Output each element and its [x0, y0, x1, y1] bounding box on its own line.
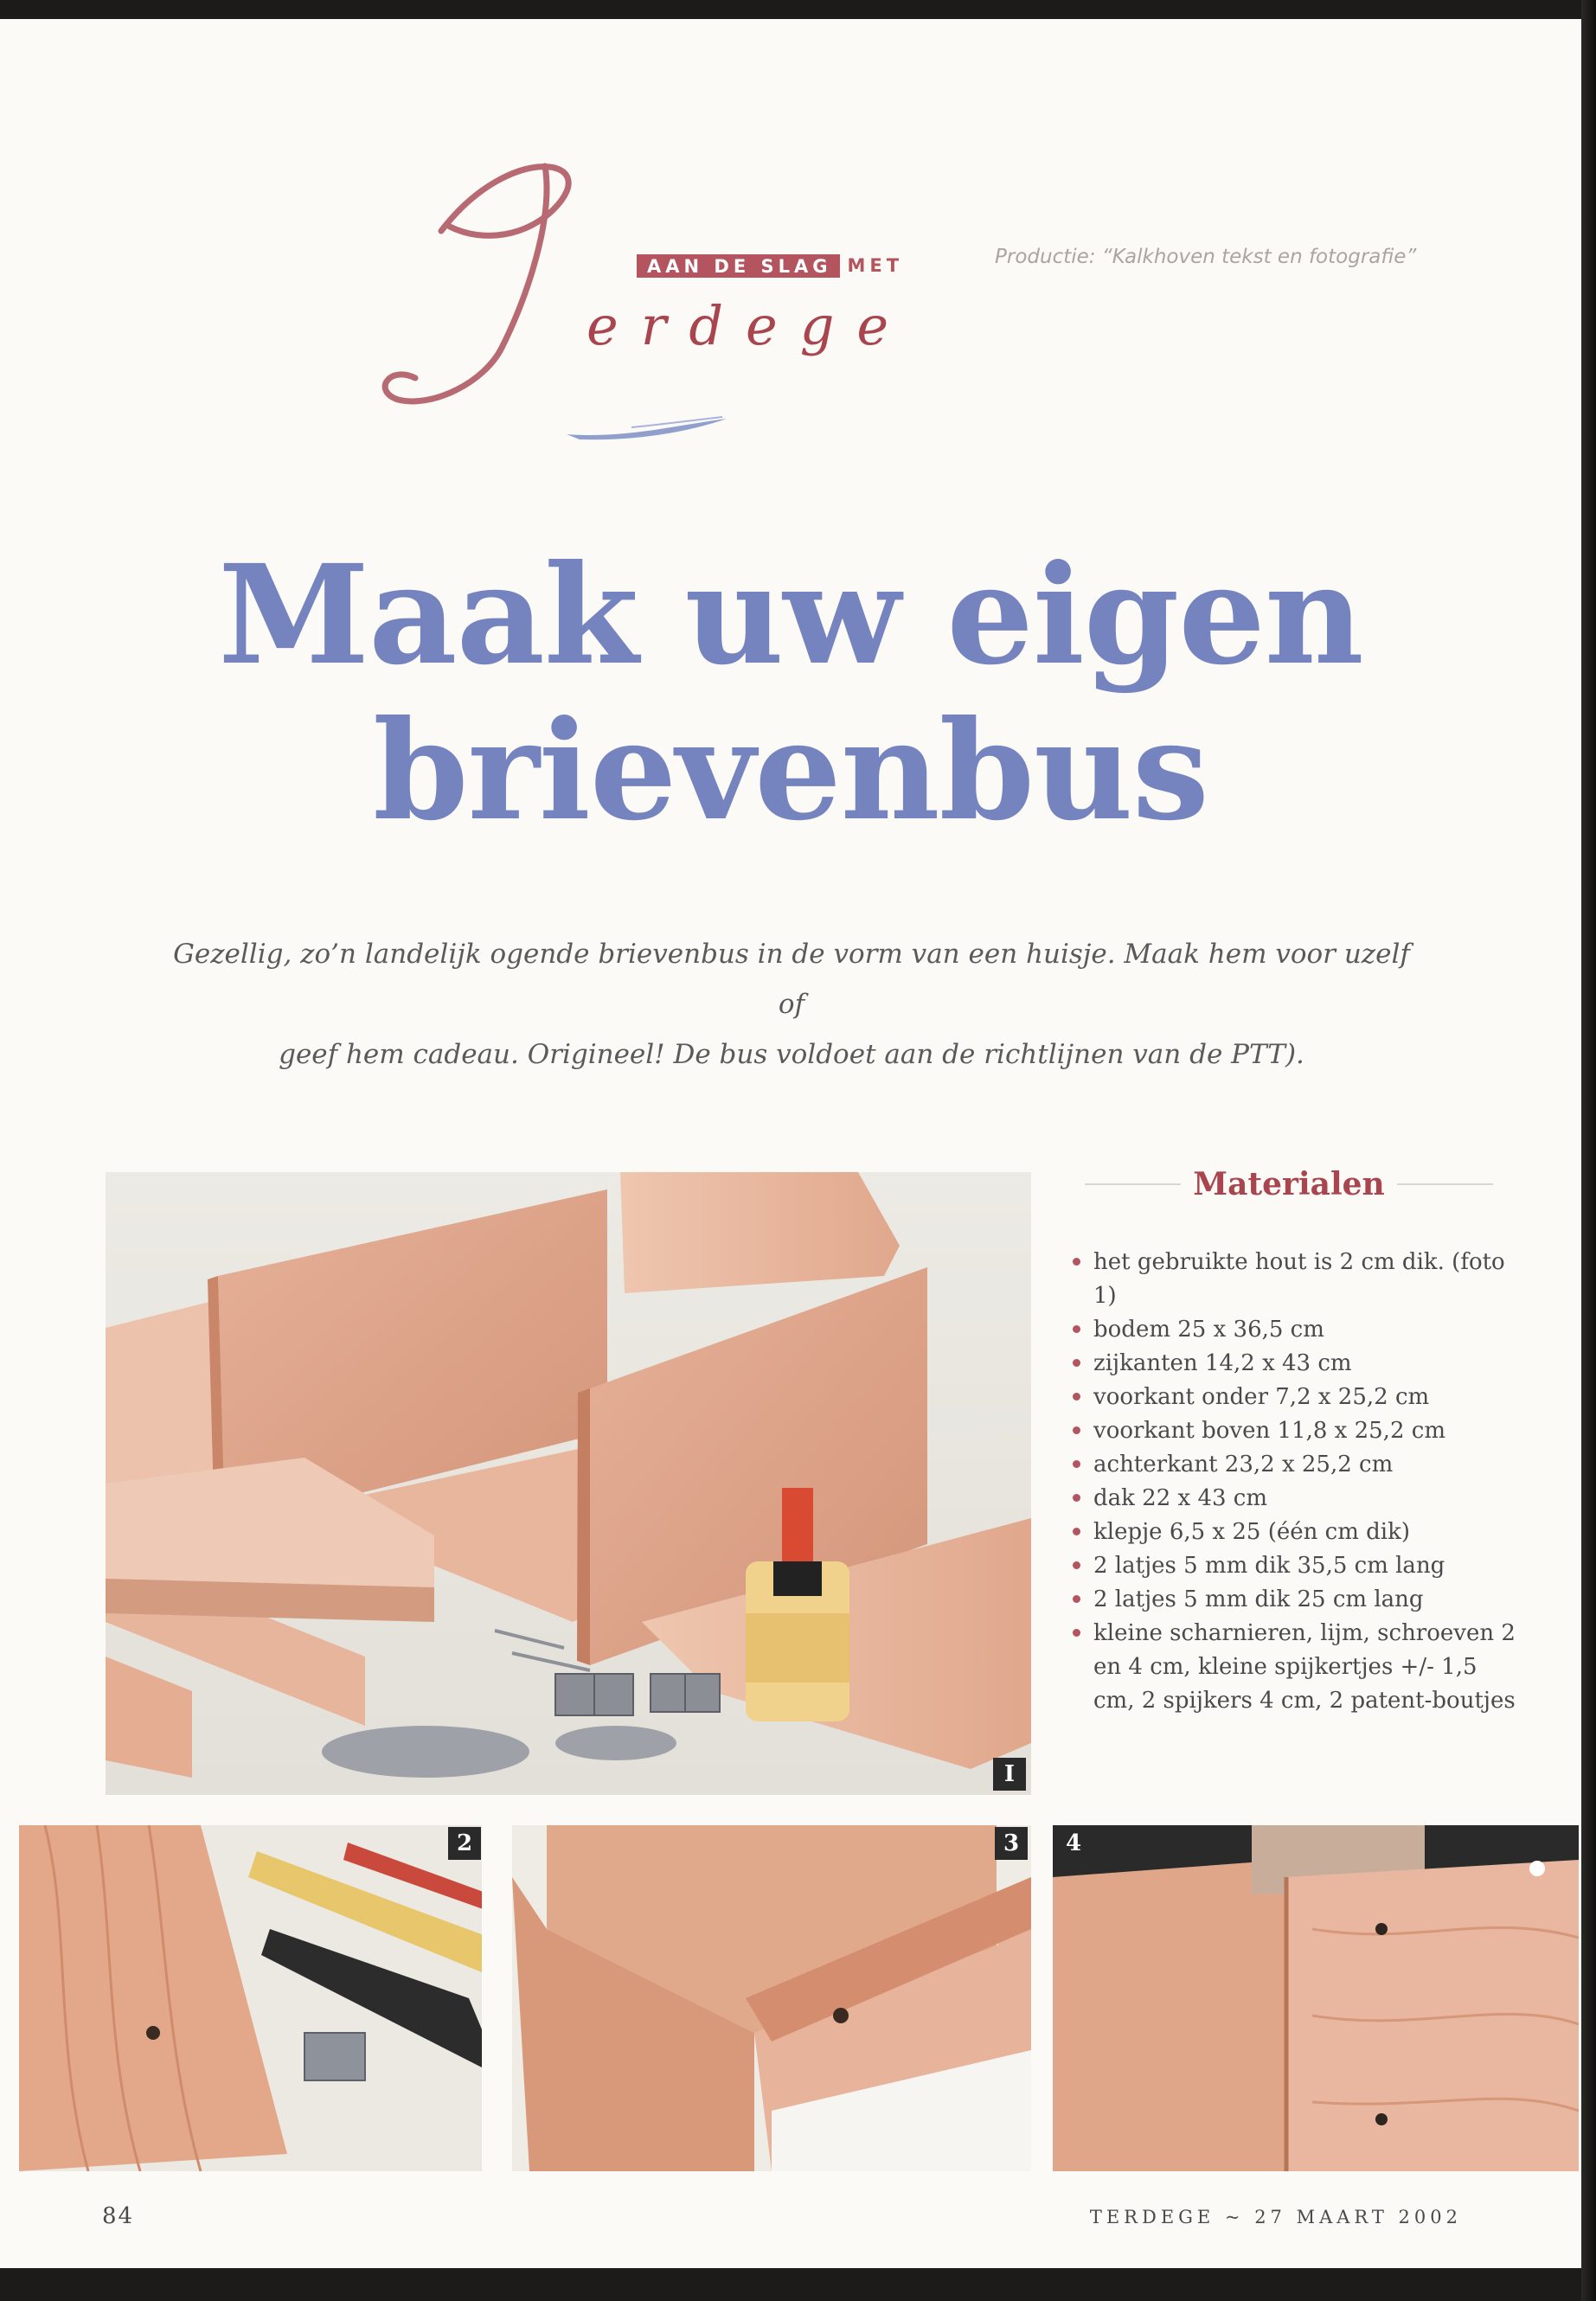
photo-4-joint-detail [1053, 1825, 1579, 2171]
photo-label-1: I [993, 1758, 1026, 1791]
list-item: zijkanten 14,2 x 43 cm [1071, 1347, 1521, 1381]
publication-date: TERDEGE ~ 27 MAART 2002 [1089, 2207, 1462, 2227]
article-title [0, 535, 1581, 851]
photo-label-4: 4 [1057, 1827, 1090, 1860]
page-number: 84 [102, 2203, 135, 2229]
title-line-2: brievenbus [373, 691, 1208, 851]
logo-feather [567, 419, 727, 439]
logo-swash-t [385, 166, 568, 401]
divider [1085, 1183, 1181, 1185]
page-edge [1581, 0, 1596, 2301]
list-item: 2 latjes 5 mm dik 35,5 cm lang [1071, 1549, 1521, 1583]
list-item: dak 22 x 43 cm [1071, 1482, 1521, 1516]
materials-header [1073, 1163, 1505, 1206]
photo-1-materials [106, 1172, 1031, 1795]
production-credit: Productie: “Kalkhoven tekst en fotografie” [995, 246, 1417, 268]
photo-label-2: 2 [448, 1827, 481, 1860]
materials-title: Materialen [1193, 1166, 1385, 1202]
met-label: MET [847, 255, 904, 276]
divider [1397, 1183, 1493, 1185]
list-item: achterkant 23,2 x 25,2 cm [1071, 1448, 1521, 1482]
article-intro [173, 929, 1410, 1080]
list-item: bodem 25 x 36,5 cm [1071, 1313, 1521, 1347]
intro-line-2: geef hem cadeau. Origineel! De bus voldoet aan de richtlijnen van de PTT). [279, 1039, 1304, 1070]
list-item: kleine scharnieren, lijm, schroeven 2 en 4 cm, kleine spijkertjes +/- 1,5 cm, 2 spijkers 4 cm, 2 patent-boutjes [1071, 1617, 1521, 1718]
photo-2-marking [19, 1825, 482, 2171]
title-line-1: Maak uw eigen [218, 535, 1363, 695]
aan-de-slag-badge: AAN DE SLAG [637, 254, 840, 278]
list-item: voorkant boven 11,8 x 25,2 cm [1071, 1414, 1521, 1448]
list-item: voorkant onder 7,2 x 25,2 cm [1071, 1381, 1521, 1414]
photo-3-box-assembly [512, 1825, 1031, 2171]
photo-label-3: 3 [995, 1827, 1028, 1860]
banner-row [637, 253, 903, 279]
logo-wordmark: erdege [586, 294, 912, 357]
materials-list [1071, 1246, 1521, 1718]
list-item: het gebruikte hout is 2 cm dik. (foto 1) [1071, 1246, 1521, 1313]
magazine-page [0, 19, 1581, 2268]
intro-line-1: Gezellig, zo’n landelijk ogende brievenbus in de vorm van een huisje. Maak hem voor uzelf of [173, 939, 1410, 1020]
list-item: klepje 6,5 x 25 (één cm dik) [1071, 1516, 1521, 1549]
list-item: 2 latjes 5 mm dik 25 cm lang [1071, 1583, 1521, 1617]
